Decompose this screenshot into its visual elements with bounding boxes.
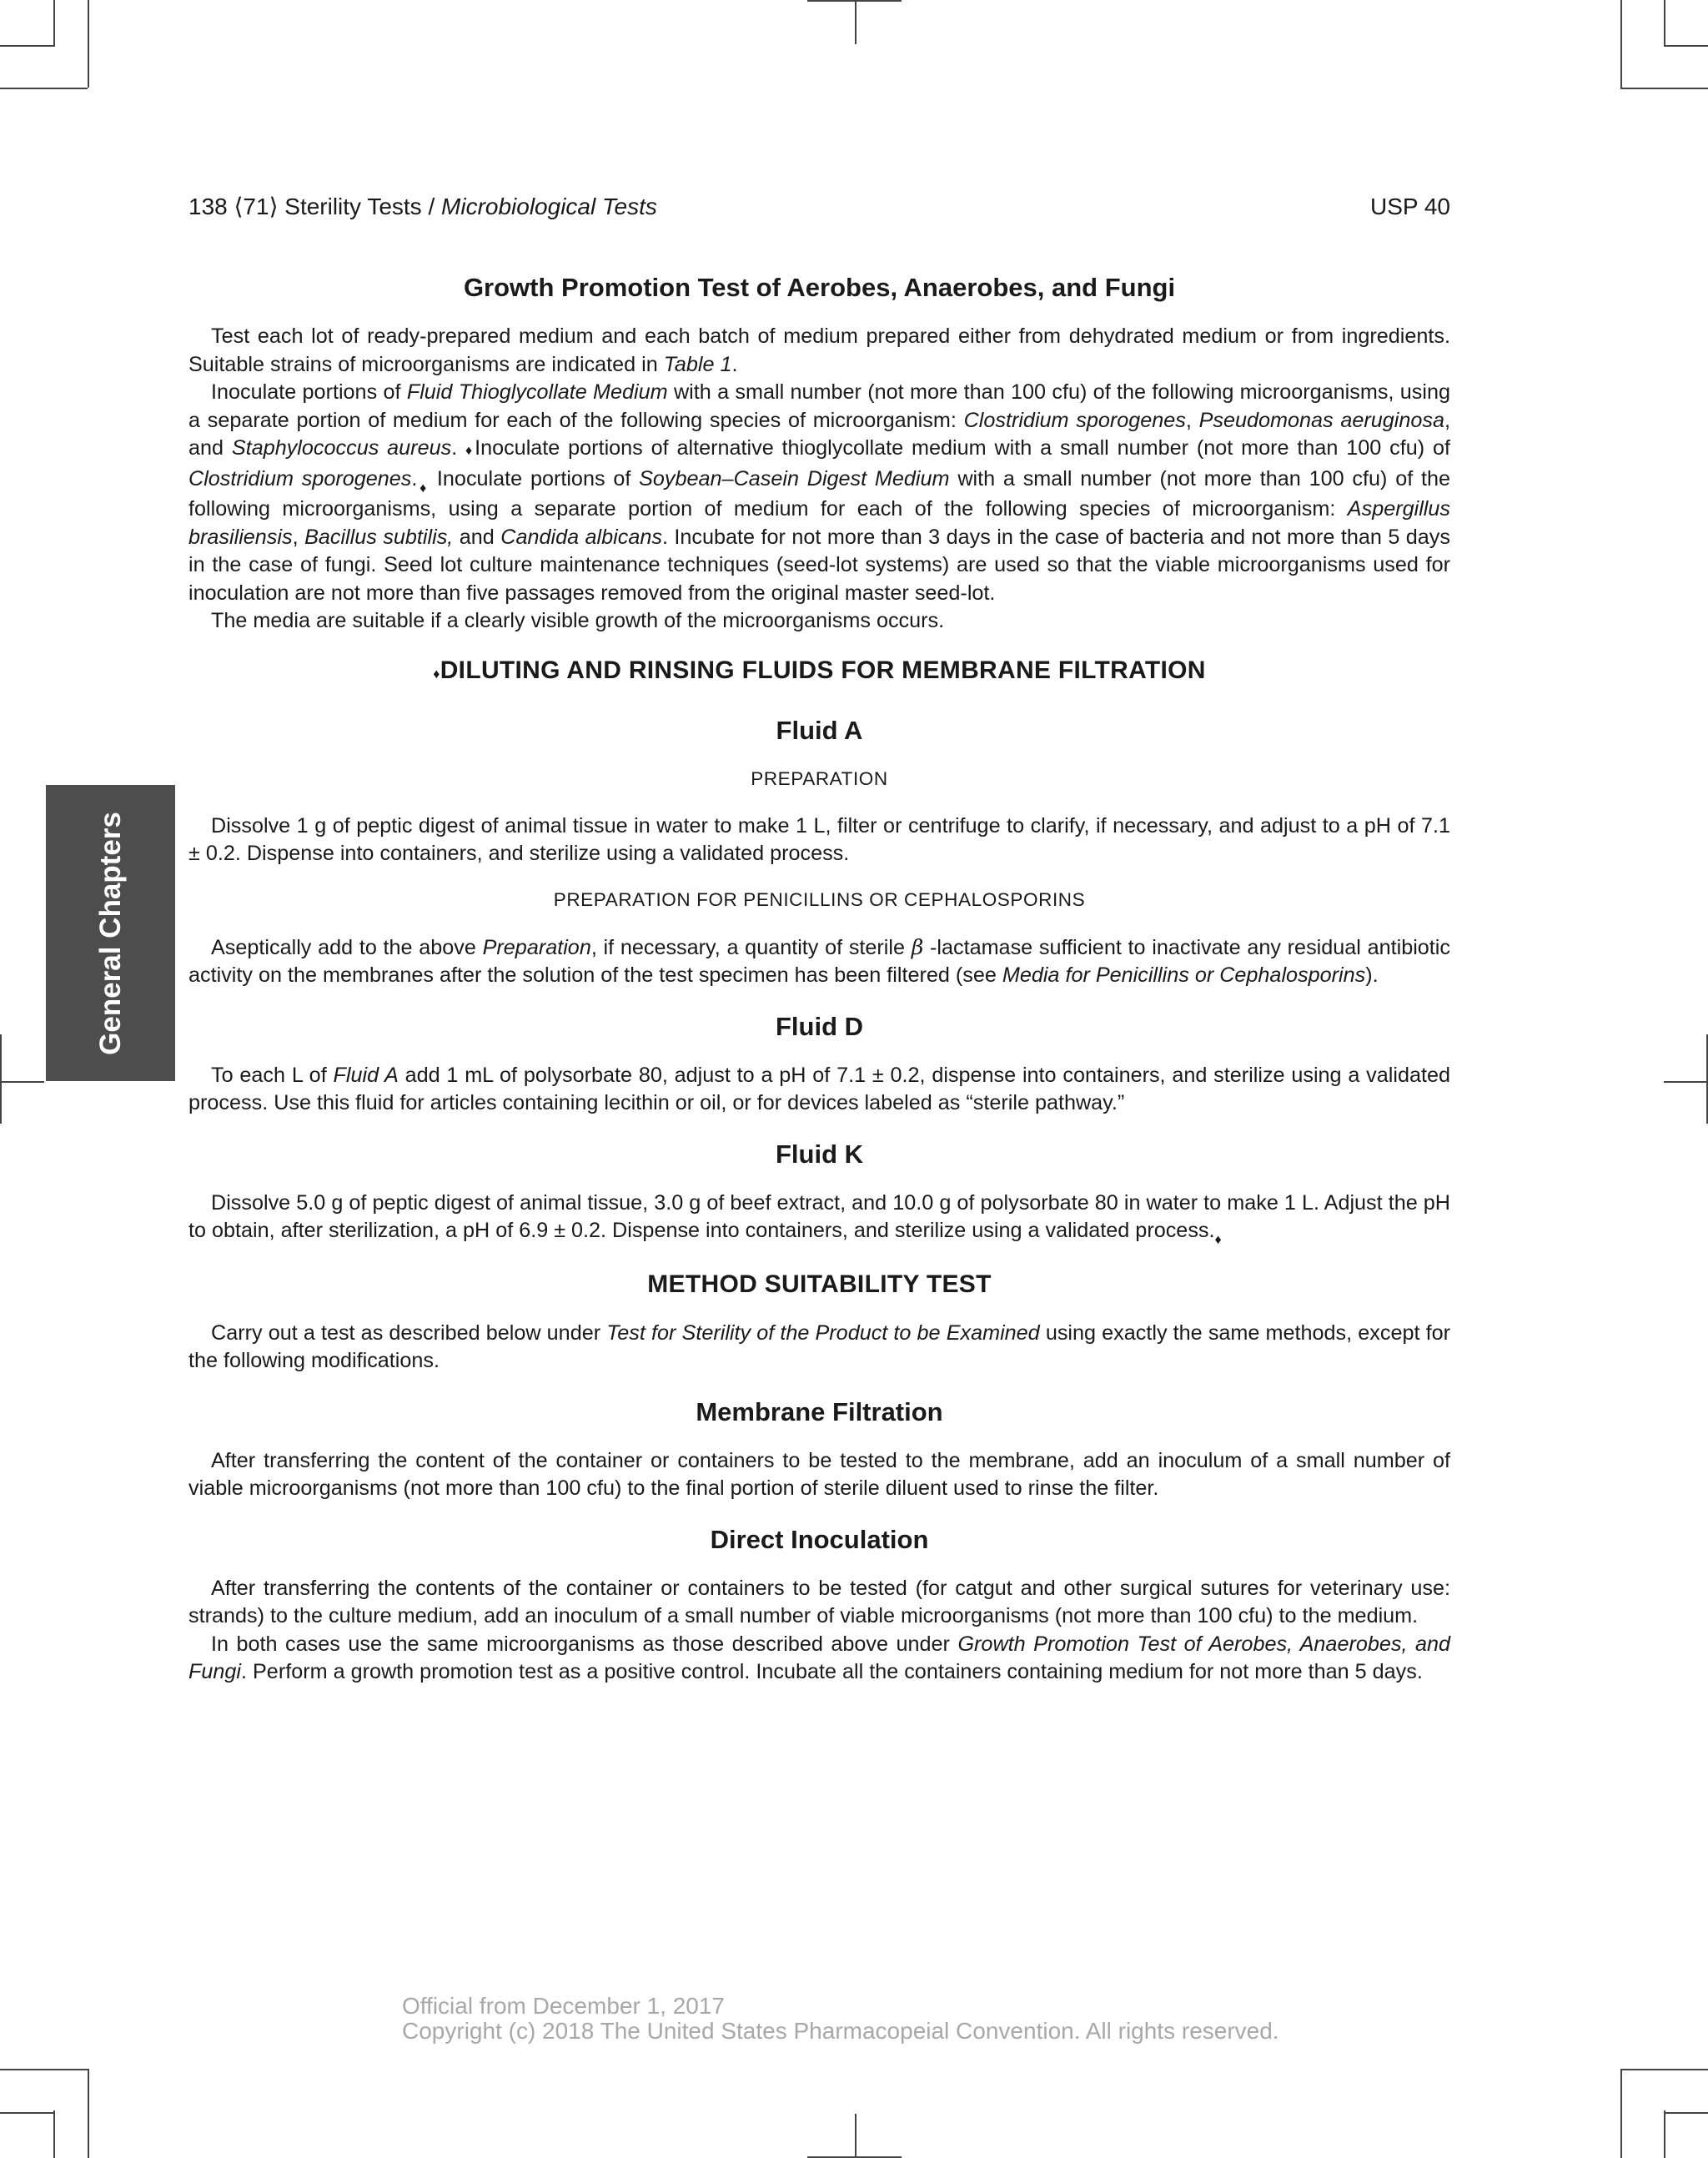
revision-mark-open: ♦ — [433, 667, 440, 682]
text-run: , if necessary, a quantity of sterile — [590, 935, 912, 959]
running-head-left — [188, 190, 657, 224]
organism-name: Staphylococcus aureus — [231, 436, 452, 460]
text-run: and — [453, 525, 501, 549]
growth-paragraph-2 — [188, 379, 1450, 607]
text-run: with a small number (not more than 100 cfu) of the following microorganisms, using a separate portion of medium for each of the following species of microorganism: — [188, 466, 1450, 521]
text-run: , — [1185, 408, 1199, 432]
section-reference: Test for Sterility of the Product to be Examined — [606, 1320, 1040, 1345]
fluid-k-heading: Fluid K — [775, 1139, 864, 1169]
penicillin-preparation-heading: PREPARATION FOR PENICILLINS OR CEPHALOSPORINS — [553, 888, 1086, 910]
text-run: . — [411, 466, 418, 490]
text-run: . — [731, 352, 738, 376]
text-run: . Perform a growth promotion test as a positive control. Incubate all the containers containing medium for not more than 5 days. — [241, 1660, 1423, 1683]
penicillin-preparation-text — [188, 933, 1450, 990]
text-run: Test each lot of ready-prepared medium and each batch of medium prepared either from dehydrated medium or from ingredients. Suitable strains of microorganisms are indicated in — [188, 324, 1450, 376]
text-run: , and — [188, 408, 1450, 460]
text-run: with a small number (not more than 100 cfu) of the following microorganisms, using a separate portion of medium for each of the following species of microorganism: — [188, 380, 1450, 432]
revision-mark-close: ♦ — [417, 480, 430, 495]
text-run: Inoculate portions of alternative thioglycollate medium with a small number (not more than 100 cfu) of — [475, 436, 1450, 460]
membrane-filtration-heading: Membrane Filtration — [696, 1396, 943, 1426]
membrane-filtration-text: After transferring the content of the container or containers to be tested to the membrane, add an inoculum of a small number of viable microorganisms (not more than 100 cfu) to the final portion of sterile diluent used to rinse the filter. — [188, 1448, 1450, 1500]
growth-paragraph-1 — [188, 323, 1450, 379]
organism-name: Aspergillus brasiliensis — [188, 497, 1450, 549]
medium-name: Fluid Thioglycollate Medium — [406, 380, 668, 404]
direct-inoculation-heading: Direct Inoculation — [710, 1524, 929, 1554]
text-run: To each L of — [211, 1063, 334, 1087]
text-run: add 1 mL of polysorbate 80, adjust to a pH of 7.1 ± 0.2, dispense into containers, and sterilize using a validated process. Use this fluid for articles containing lecithin or oil, or for devices labeled as “sterile pathway.” — [188, 1063, 1450, 1114]
method-suitability-text — [188, 1320, 1450, 1376]
fluid-d-heading: Fluid D — [775, 1011, 864, 1041]
text-run: . — [451, 436, 466, 460]
fluid-a-preparation-text: Dissolve 1 g of peptic digest of animal tissue in water to make 1 L, filter or centrifuge to clarify, if necessary, and adjust to a pH of 7.1 ± 0.2. Dispense into containers, and sterilize using a validated process. — [188, 813, 1450, 865]
organism-name: Pseudomonas aeruginosa — [1198, 408, 1444, 432]
text-run: . Incubate for not more than 3 days in the case of bacteria and not more than 5 days in the case of fungi. Seed lot culture maintenance techniques (seed-lot systems) are used so that the viable microorganisms used for inoculation are not more than five passages removed from the original master seed-lot. — [188, 525, 1450, 605]
organism-name: Clostridium sporogenes — [188, 466, 412, 490]
text-run: using exactly the same methods, except for the following modifications. — [188, 1320, 1450, 1372]
text-run: Inoculate portions of — [429, 466, 640, 490]
organism-name: Clostridium sporogenes — [963, 408, 1186, 432]
text-run: Inoculate portions of — [211, 380, 407, 404]
text-run: Aseptically add to the above — [211, 935, 483, 959]
growth-paragraph-3: The media are suitable if a clearly visible growth of the microorganisms occurs. — [211, 609, 945, 632]
running-head-title: 138 ⟨71⟩ Sterility Tests / — [188, 194, 442, 219]
method-suitability-heading: METHOD SUITABILITY TEST — [647, 1270, 992, 1298]
text-run: In both cases use the same microorganisms as those described above under — [211, 1632, 958, 1656]
table-reference: Table 1 — [663, 352, 732, 376]
running-head-section: Microbiological Tests — [441, 194, 657, 219]
text-run: Carry out a test as described below under — [211, 1320, 607, 1345]
section-reference: Preparation — [482, 935, 591, 959]
text-run: -lactamase sufficient to inactivate any residual antibiotic activity on the membranes after the solution of the test specimen has been filtered (see — [188, 935, 1450, 987]
direct-inoculation-paragraph-2 — [188, 1631, 1450, 1687]
copyright-notice: Copyright (c) 2018 The United States Pharmacopeial Convention. All rights reserved. — [402, 2018, 1279, 2044]
side-tab — [46, 785, 175, 1081]
organism-name: Bacillus subtilis, — [304, 525, 454, 549]
text-run: , — [292, 525, 305, 549]
organism-name: Candida albicans — [500, 525, 662, 549]
fluid-d-text — [188, 1062, 1450, 1118]
section-reference: Fluid A — [333, 1063, 399, 1087]
text-run: ). — [1365, 963, 1379, 987]
diluting-heading-text: DILUTING AND RINSING FLUIDS FOR MEMBRANE FILTRATION — [440, 656, 1206, 684]
copyright-footer — [402, 1994, 1486, 2044]
beta-symbol: β — [911, 934, 924, 959]
growth-heading: Growth Promotion Test of Aerobes, Anaerobes, and Fungi — [463, 273, 1176, 302]
text-run: Dissolve 5.0 g of peptic digest of animal tissue, 3.0 g of beef extract, and 10.0 g of polysorbate 80 in water to make 1 L. Adjust the pH to obtain, after sterilization, a pH of 6.9 ± 0.2. Dispense into containers, and sterilize using a validated process. — [188, 1190, 1450, 1242]
diluting-heading — [188, 654, 1450, 692]
revision-mark-close: ♦ — [1214, 1233, 1222, 1247]
revision-mark-open: ♦ — [465, 444, 475, 458]
fluid-k-text — [188, 1190, 1450, 1248]
page-content — [188, 271, 1450, 1687]
section-reference: Media for Penicillins or Cephalosporins — [1002, 963, 1366, 987]
official-date: Official from December 1, 2017 — [402, 1993, 725, 2019]
fluid-a-heading: Fluid A — [776, 715, 863, 745]
direct-inoculation-paragraph-1: After transferring the contents of the container or containers to be tested (for catgut and other surgical sutures for veterinary use: strands) to the culture medium, add an inoculum of a small number of viable microorganisms (not more than 100 cfu) to the medium. — [188, 1576, 1450, 1627]
medium-name: Soybean–Casein Digest Medium — [639, 466, 950, 490]
running-head-right: USP 40 — [1370, 194, 1450, 219]
side-tab-label: General Chapters — [93, 811, 127, 1055]
section-reference: Growth Promotion Test of Aerobes, Anaerobes, and Fungi — [188, 1632, 1450, 1683]
preparation-heading: PREPARATION — [751, 767, 888, 789]
page-header — [188, 190, 1450, 224]
